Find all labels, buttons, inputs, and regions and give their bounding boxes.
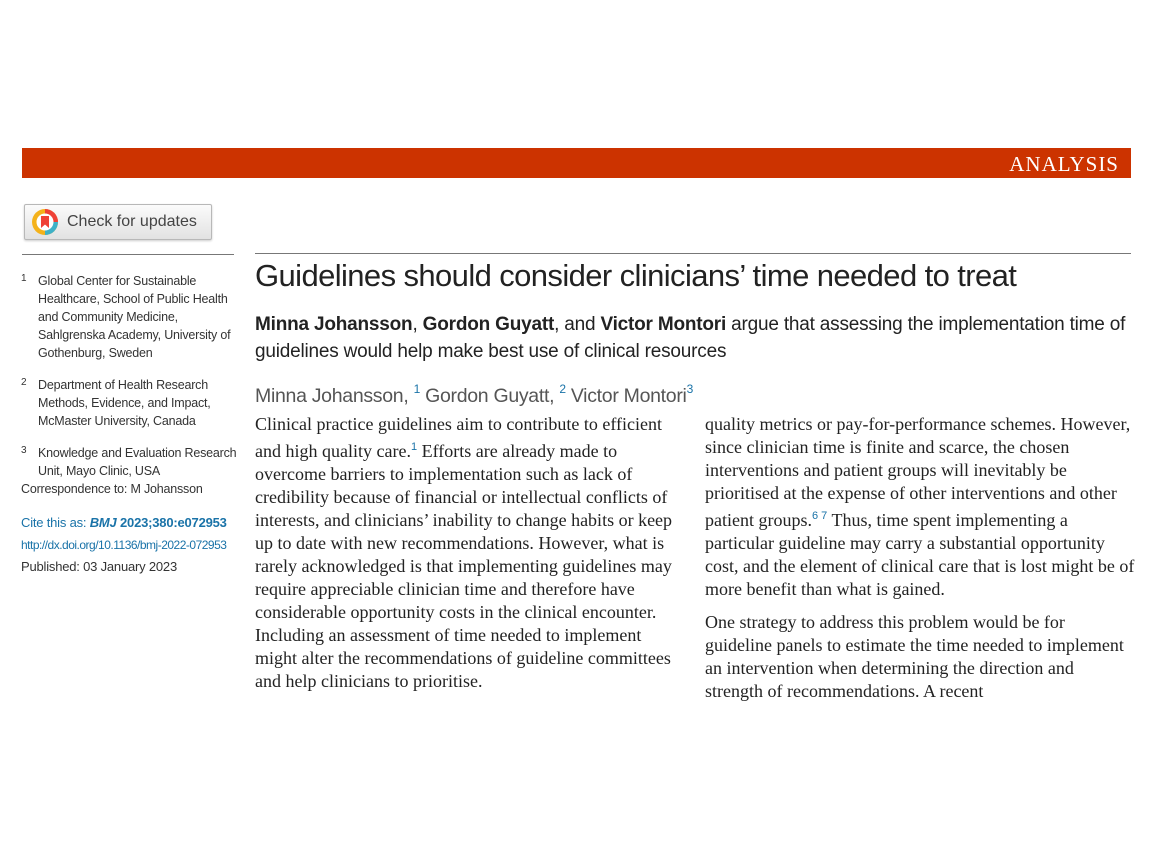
body-column-right <box>705 413 1135 713</box>
cite-prefix: Cite this as: <box>21 515 90 530</box>
doi-link[interactable]: http://dx.doi.org/10.1136/bmj-2022-072953 <box>21 538 227 552</box>
standfirst-author: Gordon Guyatt <box>422 314 555 335</box>
author-name: Victor Montori <box>565 385 687 407</box>
affiliation-text: Department of Health Research Methods, Evidence, and Impact, McMaster University, Canada <box>38 378 211 428</box>
section-banner <box>22 148 1131 178</box>
author-affiliation-ref[interactable]: 2 <box>559 382 566 396</box>
author-affiliation-ref[interactable]: 1 <box>413 382 420 396</box>
citation <box>21 514 241 532</box>
reference-link[interactable]: 1 <box>410 441 418 453</box>
standfirst-text: argue that assessing the implementation time of guidelines would help make best use of clinical resources <box>255 314 1126 362</box>
affiliation-number: 2 <box>21 377 27 388</box>
affiliation-number: 1 <box>21 273 27 284</box>
affiliation-3 <box>21 444 241 480</box>
standfirst-author: Victor Montori <box>600 314 727 335</box>
published-date: Published: 03 January 2023 <box>21 559 177 574</box>
section-label: ANALYSIS <box>1009 152 1119 176</box>
cite-journal: BMJ <box>89 515 117 530</box>
check-for-updates-button[interactable] <box>24 204 212 240</box>
body-text: quality metrics or pay-for-performance schemes. However, since clinician time is finite and scarce, the chosen interventions and patient groups will inevitably be prioritised at the expense of other interventions and other patient groups. <box>705 414 1131 530</box>
cite-reference: 2023;380:e072953 <box>116 515 227 530</box>
affiliation-text: Knowledge and Evaluation Research Unit, Mayo Clinic, USA <box>38 446 237 478</box>
standfirst-author: Minna Johansson <box>255 314 413 335</box>
affiliation-2 <box>21 376 241 430</box>
title-divider <box>255 253 1131 254</box>
body-paragraph <box>255 413 685 693</box>
body-column-left <box>255 413 685 703</box>
body-text: Thus, time spent implementing a particular guideline may carry a substantial opportunity cost, and the element of clinical care that is lost might be of more benefit than what is gained. <box>705 510 1135 599</box>
standfirst <box>255 311 1135 365</box>
body-paragraph <box>705 413 1135 601</box>
reference-link[interactable]: 6 7 <box>811 510 828 522</box>
body-paragraph: One strategy to address this problem would be for guideline panels to estimate the time needed to implement an intervention when determining the direction and strength of recommendations. A recent <box>705 612 1124 701</box>
correspondence: Correspondence to: M Johansson <box>21 482 203 496</box>
affiliation-number: 3 <box>21 445 27 456</box>
author-list <box>255 374 1135 411</box>
check-for-updates-label: Check for updates <box>67 213 197 230</box>
body-text: Efforts are already made to overcome barriers to implementation such as lack of credibility because of financial or intellectual conflicts of interests, and clinicians’ inability to change habits or keep up to date with new recommendations. However, what is rarely acknowledged is that implementing guidelines may require appreciable clinician time and therefore have considerable opportunity costs in the clinical encounter. Including an assessment of time needed to implement might alter the recommendations of guideline committees and help clinicians to prioritise. <box>255 441 673 691</box>
standfirst-separator: , and <box>554 314 601 335</box>
article-title: Guidelines should consider clinicians’ time needed to treat <box>255 258 1017 293</box>
author-name: Gordon Guyatt, <box>419 385 560 407</box>
sidebar <box>21 272 241 576</box>
standfirst-separator: , <box>412 314 423 335</box>
author-affiliation-ref[interactable]: 3 <box>686 382 693 396</box>
author-name: Minna Johansson, <box>255 385 414 407</box>
body-text: Clinical practice guidelines aim to contribute to efficient and high quality care. <box>255 414 663 461</box>
affiliation-1 <box>21 272 241 362</box>
sidebar-divider <box>22 254 234 255</box>
affiliation-text: Global Center for Sustainable Healthcare, School of Public Health and Community Medicine, Sahlgrenska Academy, University of Gothenburg, Sweden <box>38 274 231 360</box>
crossmark-icon <box>31 208 59 236</box>
